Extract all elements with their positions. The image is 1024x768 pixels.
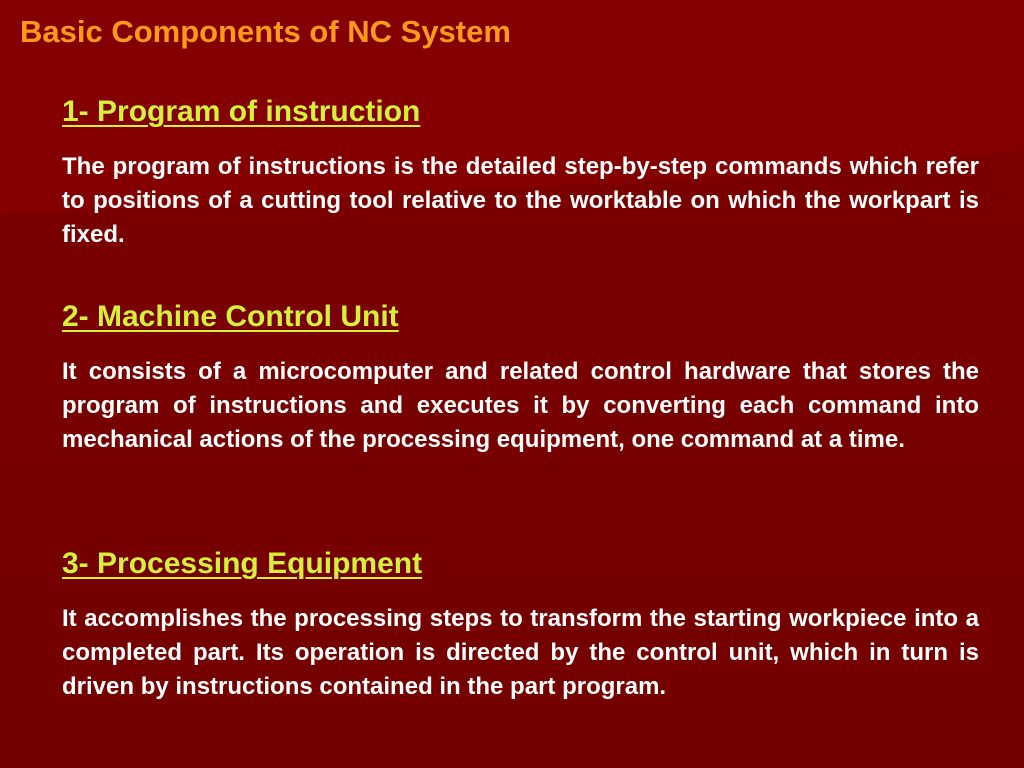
section-heading-processing-equipment: 3- Processing Equipment <box>62 547 423 580</box>
section-body-processing-equipment: It accomplishes the processing steps to transform the starting workpiece into a completed part. Its operation is directed by the control unit, which in turn is driven by instructions contained in the part program. <box>62 605 979 700</box>
section-body-program-of-instruction: The program of instructions is the detailed step-by-step commands which refer to positions of a cutting tool relative to the worktable on which the workpart is fixed. <box>62 153 979 248</box>
slide-title: Basic Components of NC System <box>20 14 511 49</box>
section-heading-machine-control-unit: 2- Machine Control Unit <box>62 300 399 333</box>
section-body-machine-control-unit: It consists of a microcomputer and related control hardware that stores the program of instructions and executes it by converting each command into mechanical actions of the processing equipment, one command at a time. <box>62 358 979 453</box>
section-heading-program-of-instruction: 1- Program of instruction <box>62 95 421 128</box>
